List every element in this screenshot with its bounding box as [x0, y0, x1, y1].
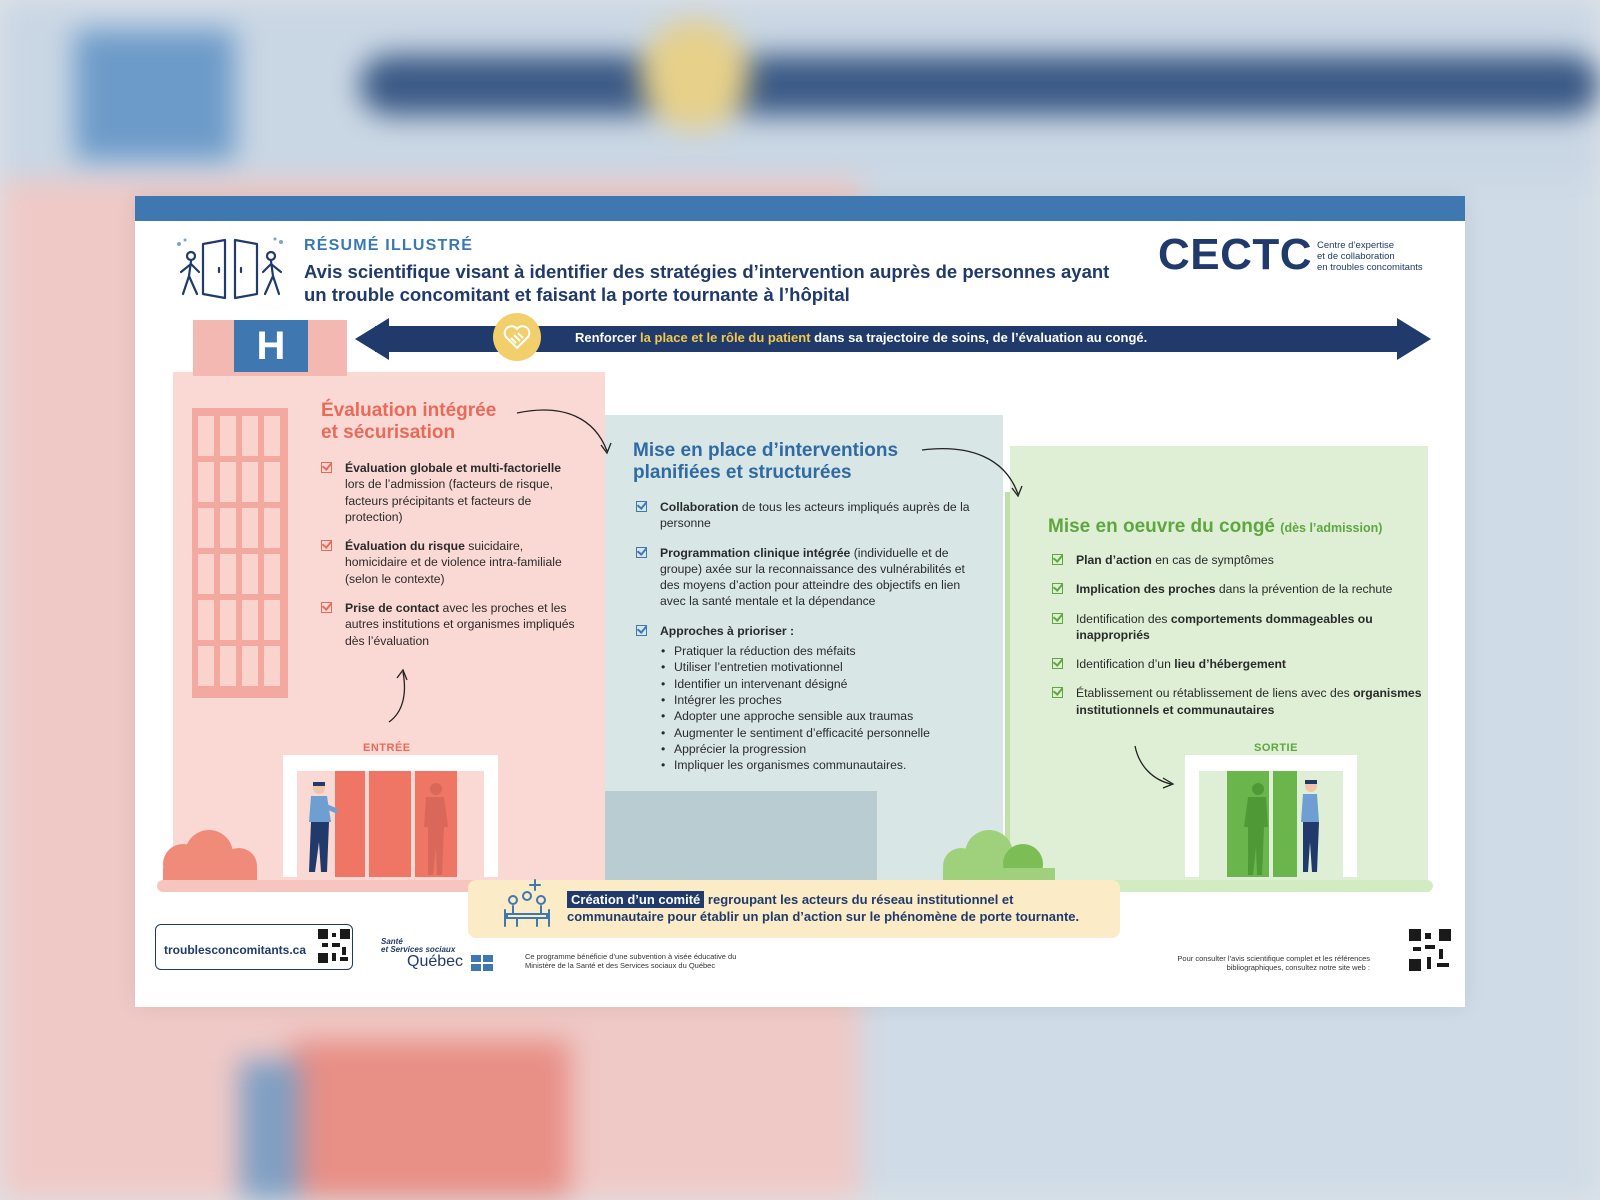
banner-text-after: dans sa trajectoire de soins, de l’évaluation au congé.	[814, 330, 1148, 345]
section-2-title-line: Mise en place d’interventions	[633, 440, 899, 461]
gov-name: Québec	[407, 953, 464, 970]
committee-tag: Création d’un comité	[567, 891, 704, 908]
window	[198, 462, 214, 502]
list-item	[1052, 611, 1422, 644]
committee-text	[567, 891, 1107, 925]
item-pre: Identification d’un	[1076, 657, 1175, 672]
section-2-list	[636, 499, 981, 786]
item-bold: comportements dommageables ou inappropriés	[1076, 611, 1373, 642]
approach-item: • Impliquer les organismes communautaires.	[674, 757, 981, 773]
curved-arrow-icon	[1131, 742, 1181, 792]
curved-arrow-icon	[920, 444, 1030, 504]
window	[264, 646, 280, 686]
approaches-list	[660, 643, 981, 773]
section-3-list	[1052, 552, 1422, 731]
entry-label: ENTRÉE	[363, 742, 411, 754]
banner-highlight: la place et le rôle du patient	[640, 330, 811, 345]
section-3-title-text: Mise en oeuvre du congé	[1048, 516, 1275, 537]
window	[198, 554, 214, 594]
item-text: lors de l’admission (facteurs de risque, facteurs précipitants et facteurs de protection)	[345, 477, 553, 524]
item-bold: Évaluation globale et multi-factorielle	[345, 461, 562, 475]
item-text: de tous les acteurs impliqués auprès de la personne	[660, 500, 970, 531]
meeting-table-icon	[497, 874, 557, 934]
section-1-list	[321, 460, 579, 662]
kicker: RÉSUMÉ ILLUSTRÉ	[304, 237, 474, 254]
window	[220, 508, 236, 548]
list-item	[636, 545, 981, 610]
bush-illustration	[933, 828, 1063, 884]
list-item	[321, 460, 579, 525]
qr-code-icon	[1409, 929, 1451, 971]
checkbox-icon	[321, 462, 332, 473]
checkbox-icon	[636, 547, 647, 558]
window	[198, 416, 214, 456]
list-item	[636, 623, 981, 774]
section-1-title	[321, 400, 496, 444]
approach-item: • Utiliser l’entretien motivationnel	[674, 659, 981, 675]
section-3-title-small: (dès l’admission)	[1280, 521, 1383, 535]
gov-label	[381, 938, 455, 954]
item-text: (individuelle et de groupe) axée sur la reconnaissance des vulnérabilités et des moyens d’action pour atteindre des objectifs en lien avec la santé mentale et la dépendance	[660, 545, 965, 609]
hospital-sign: H	[234, 320, 308, 372]
item-bold: lieu d’hébergement	[1174, 657, 1286, 672]
item-text: avec les proches et les autres institutions et organismes impliqués dès l’évaluation	[345, 601, 575, 648]
list-item	[1052, 685, 1422, 718]
list-item	[321, 538, 579, 587]
revolving-door-people-icon	[173, 236, 289, 302]
window	[220, 462, 236, 502]
item-bold: Plan d’action	[1076, 553, 1152, 567]
window	[198, 508, 214, 548]
window	[264, 554, 280, 594]
window	[220, 416, 236, 456]
brand-logo: CECTC	[1158, 230, 1313, 279]
section-2-title-line: planifiées et structurées	[633, 462, 852, 483]
brand-subtitle	[1317, 240, 1457, 273]
window	[220, 600, 236, 640]
checkbox-icon	[1052, 687, 1063, 698]
item-bold: Programmation clinique intégrée	[660, 545, 851, 560]
shadow-person-icon	[420, 781, 456, 877]
brand-line: en troubles concomitants	[1317, 262, 1423, 273]
section-1-title-line: Évaluation intégrée	[321, 400, 497, 421]
qr-code-icon	[318, 929, 350, 963]
page-title: Avis scientifique visant à identifier des stratégies d’intervention auprès de personnes ayant un trouble concomitant et faisant la porte tournante à l’hôpital	[304, 261, 1110, 305]
item-bold: organismes institutionnels et communautaires	[1076, 686, 1422, 717]
window	[220, 646, 236, 686]
approach-item: • Apprécier la progression	[674, 741, 981, 757]
brand-line: et de collaboration	[1317, 251, 1395, 262]
window	[242, 416, 258, 456]
ground-strip	[157, 880, 487, 892]
waiting-room-illustration	[605, 791, 877, 892]
window	[264, 462, 280, 502]
ground-strip	[1110, 880, 1433, 892]
item-pre: Établissement ou rétablissement de liens avec des	[1076, 686, 1354, 701]
item-pre: Identification des	[1076, 611, 1171, 626]
consult-text: Pour consulter l’avis scientifique complet et les références bibliographiques, consultez notre site web :	[1177, 954, 1370, 972]
item-bold: Implication des proches	[1076, 582, 1216, 597]
approach-item: • Identifier un intervenant désigné	[674, 676, 981, 692]
item-post: en cas de symptômes	[1151, 553, 1274, 567]
section-3-title	[1048, 516, 1382, 539]
checkbox-icon	[636, 625, 647, 636]
approach-item: • Adopter une approche sensible aux traumas	[674, 708, 981, 724]
banner-text-before: Renforcer	[575, 330, 637, 345]
section-1-title-line: et sécurisation	[321, 422, 456, 443]
curved-arrow-icon	[385, 668, 415, 728]
top-bar	[135, 196, 1465, 221]
checkbox-icon	[1052, 658, 1063, 669]
disclaimer-text: Ce programme bénéficie d’une subvention à visée éducative du Ministère de la Santé et des Services sociaux du Québec	[525, 952, 737, 970]
approach-item: • Intégrer les proches	[674, 692, 981, 708]
list-item	[1052, 656, 1422, 672]
approach-item: • Pratiquer la réduction des méfaits	[674, 643, 981, 659]
list-item	[321, 600, 579, 649]
quebec-flag-icon	[471, 955, 493, 971]
item-bold: Évaluation du risque	[345, 539, 465, 554]
bush-illustration	[153, 828, 263, 884]
item-bold: Approches à prioriser :	[660, 623, 795, 638]
gov-line: Santé	[381, 937, 403, 946]
checkbox-icon	[321, 602, 332, 613]
window	[264, 416, 280, 456]
checkbox-icon	[1052, 583, 1063, 594]
curved-arrow-icon	[515, 401, 615, 461]
handshake-heart-icon	[493, 313, 541, 361]
shadow-person-icon	[1240, 781, 1276, 877]
checkbox-icon	[636, 501, 647, 512]
checkbox-icon	[1052, 613, 1063, 624]
infographic-card	[135, 196, 1465, 1007]
website-link[interactable]: troublesconcomitants.ca	[164, 943, 307, 957]
section-2-title	[633, 440, 898, 484]
item-bold: Prise de contact	[345, 601, 440, 616]
item-text: suicidaire, homicidaire et de violence intra-familiale (selon le contexte)	[345, 539, 562, 586]
item-post: dans la prévention de la rechute	[1215, 582, 1393, 597]
checkbox-icon	[1052, 554, 1063, 565]
exit-label: SORTIE	[1254, 742, 1298, 754]
person-entering-icon	[297, 778, 337, 878]
item-bold: Collaboration	[660, 500, 739, 514]
hospital-building-illustration	[192, 408, 288, 698]
window	[242, 646, 258, 686]
window	[242, 462, 258, 502]
window	[198, 646, 214, 686]
list-item	[1052, 552, 1422, 568]
arrow-right-head	[1397, 318, 1431, 360]
gov-line: et Services sociaux	[381, 945, 456, 954]
window	[242, 554, 258, 594]
window	[242, 600, 258, 640]
approach-item: • Augmenter le sentiment d’efficacité personnelle	[674, 725, 981, 741]
window	[198, 600, 214, 640]
window	[264, 600, 280, 640]
committee-body: regroupant les acteurs du réseau institutionnel et communautaire pour établir un plan d’action sur le phénomène de porte tournante.	[567, 892, 1080, 924]
checkbox-icon	[321, 540, 332, 551]
brand-line: Centre d’expertise	[1317, 240, 1395, 251]
window	[220, 554, 236, 594]
person-exiting-icon	[1297, 776, 1327, 878]
window	[242, 508, 258, 548]
banner-text	[575, 330, 1147, 345]
list-item	[1052, 581, 1422, 597]
window	[264, 508, 280, 548]
